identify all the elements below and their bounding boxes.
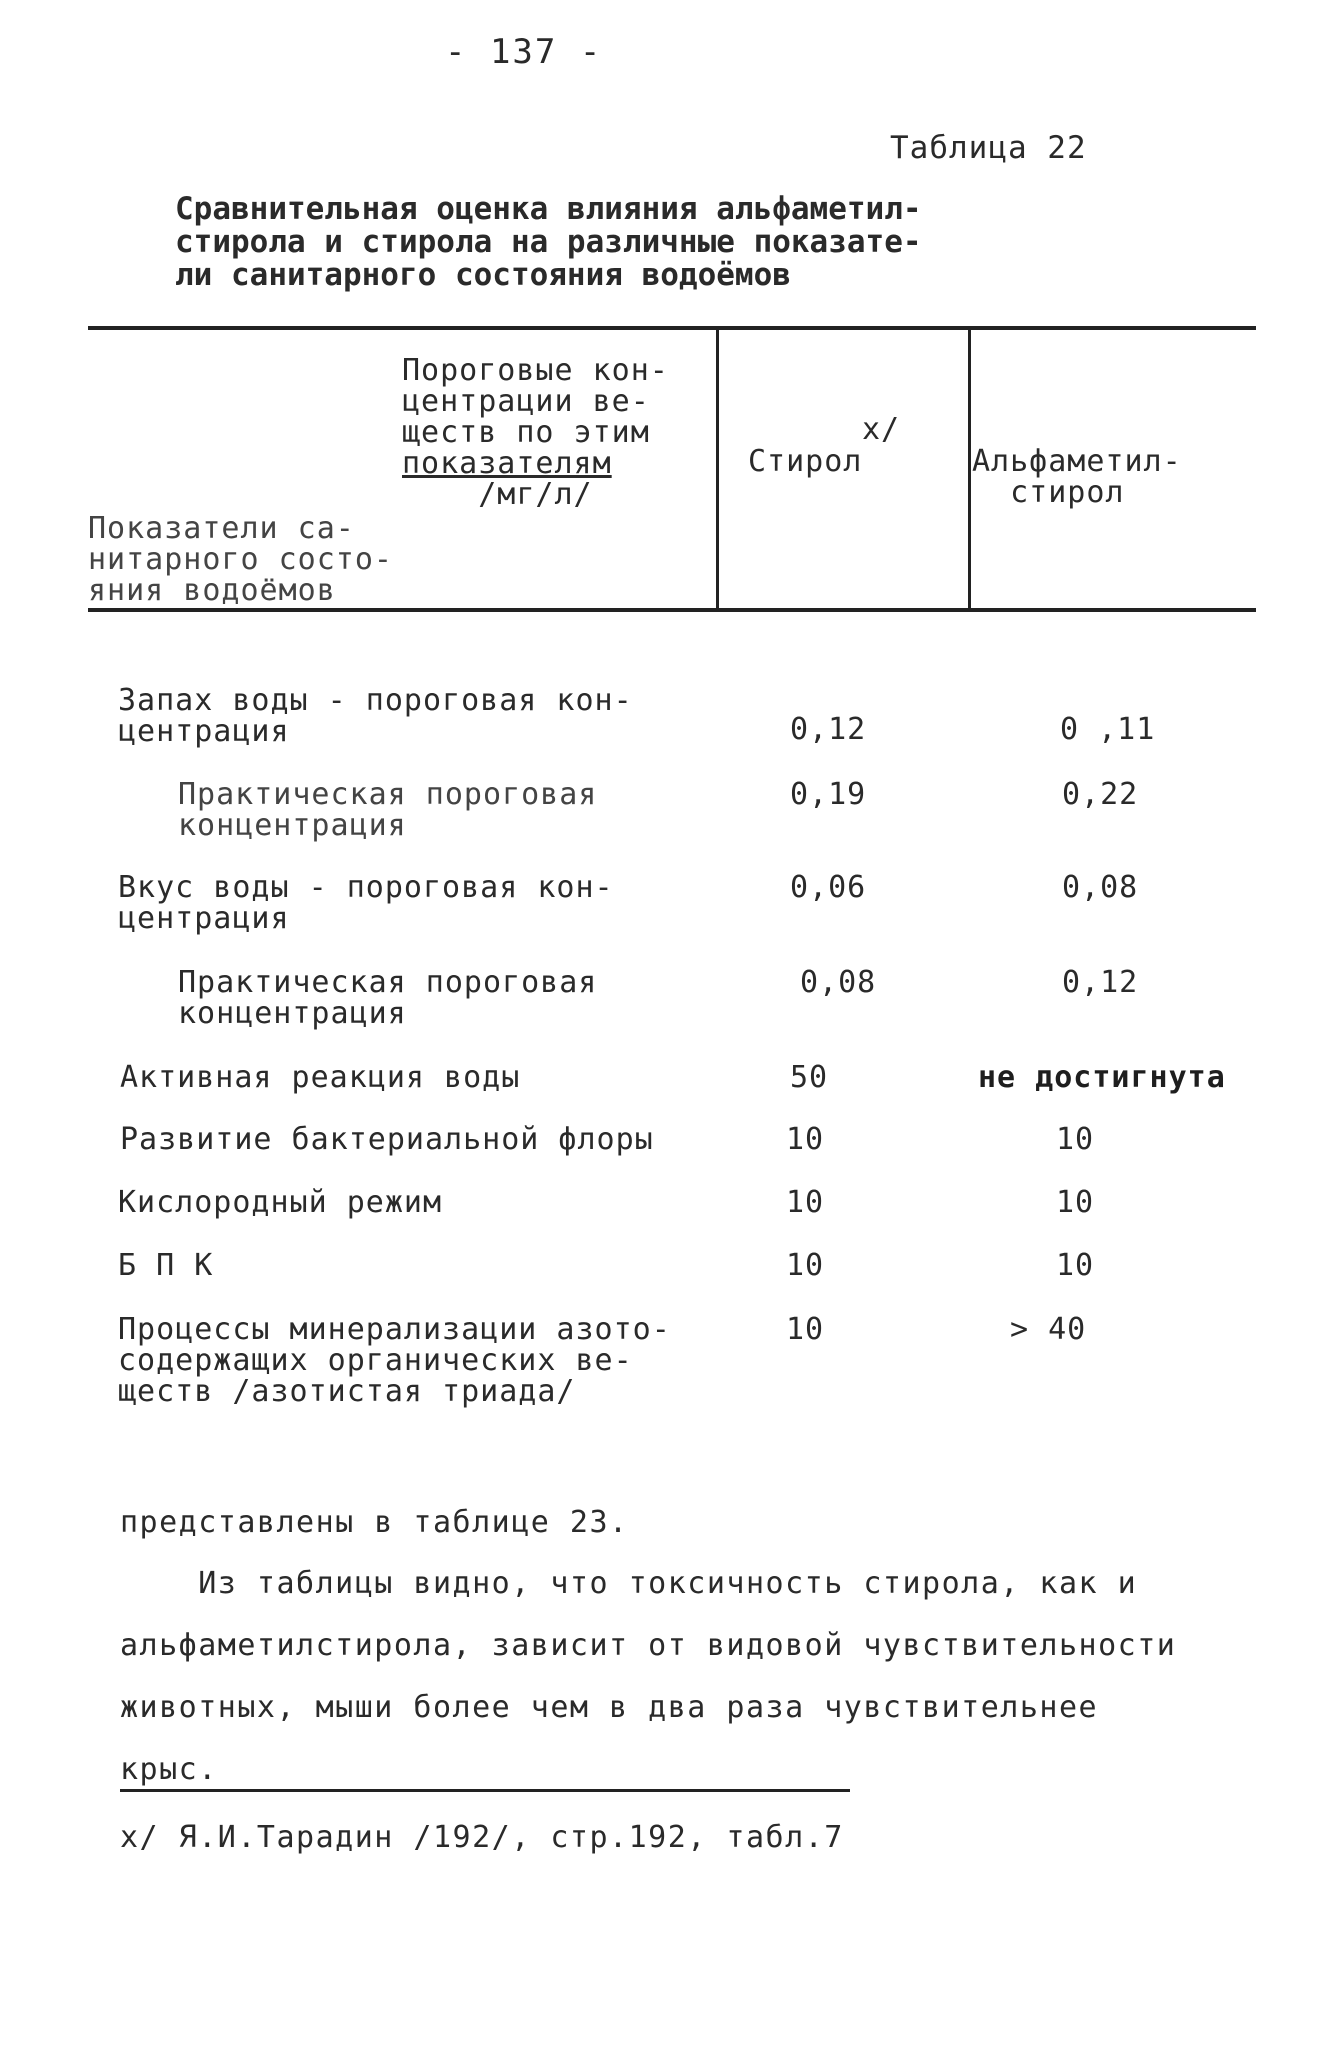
table-label: Таблица 22 [890,130,1087,166]
footnote: х/ Я.И.Тарадин /192/, стр.192, табл.7 [120,1820,844,1855]
row-line: Запах воды - пороговая кон- [118,683,633,718]
header-threshold [402,355,669,510]
styrene-value: 10 [786,1122,825,1157]
table-caption [175,193,922,292]
styrene-value: 0,06 [790,870,867,905]
ams-value: 0,08 [1062,870,1139,905]
header-line: нитарного состо- [88,542,393,577]
header-line: яния водоёмов [88,573,336,608]
styrene-value: 10 [786,1185,825,1220]
ams-value: 0 ,11 [1060,712,1156,747]
body-line: альфаметилстирола, зависит от видовой чувствительности [120,1628,1177,1663]
footnote-rule [120,1789,850,1792]
header-line: /мг/л/ [402,477,593,512]
ams-value: 10 [1056,1248,1095,1283]
header-alphamethylstyrene [972,446,1182,508]
row-line: Вкус воды - пороговая кон- [118,870,614,905]
styrene-value: 0,19 [790,777,867,812]
table-top-rule [88,326,1256,330]
ams-value: 10 [1056,1185,1095,1220]
table-row-name: Кислородный режим [118,1185,443,1220]
caption-line: стирола и стирола на различные показате- [175,224,922,260]
header-line: Пороговые кон- [402,353,669,388]
header-line: ществ по этим [402,415,650,450]
table-row-name: Активная реакция воды [120,1060,521,1095]
body-line: представлены в таблице 23. [120,1505,629,1540]
header-indicators [88,513,393,606]
header-line: стирол [972,475,1125,510]
row-line: Практическая пороговая [178,965,598,1000]
ams-value: 10 [1056,1122,1095,1157]
table-row-name: Развитие бактериальной флоры [120,1122,654,1157]
caption-line: Сравнительная оценка влияния альфаметил- [175,191,922,227]
table-row-name [178,967,597,1029]
body-line: животных, мыши более чем в два раза чувствительнее [120,1690,1099,1725]
column-divider [968,328,971,610]
table-row-name: Б П К [118,1248,214,1283]
row-line: Практическая пороговая [178,777,598,812]
ams-value: > 40 [1010,1312,1087,1347]
row-line: концентрация [178,808,407,843]
header-line: Показатели са- [88,511,355,546]
header-line: Альфаметил- [972,444,1182,479]
styrene-value: 0,08 [800,965,877,1000]
styrene-value: 50 [790,1060,829,1095]
header-styrene: Стирол [748,444,863,479]
ams-value: не достигнута [978,1060,1226,1095]
body-line: крыс. [120,1752,218,1787]
table-row-name [118,872,614,934]
row-line: ществ /азотистая триада/ [118,1374,576,1409]
caption-line: ли санитарного состояния водоёмов [175,257,791,293]
row-line: центрация [118,714,290,749]
ams-value: 0,22 [1062,777,1139,812]
table-row-name [118,685,633,747]
row-line: центрация [118,901,290,936]
row-line: концентрация [178,996,407,1031]
page-number: - 137 - [445,32,603,72]
header-footnote-mark: х/ [862,412,901,447]
table-row-name [178,779,597,841]
header-line: центрации ве- [402,384,650,419]
table-row-name [118,1314,671,1407]
body-line: Из таблицы видно, что токсичность стирола, как и [120,1566,1138,1601]
styrene-value: 10 [786,1248,825,1283]
column-divider [716,328,719,610]
styrene-value: 10 [786,1312,825,1347]
row-line: содержащих органических ве- [118,1343,633,1378]
styrene-value: 0,12 [790,712,867,747]
header-line: показателям [402,446,612,481]
ams-value: 0,12 [1062,965,1139,1000]
row-line: Процессы минерализации азото- [118,1312,671,1347]
